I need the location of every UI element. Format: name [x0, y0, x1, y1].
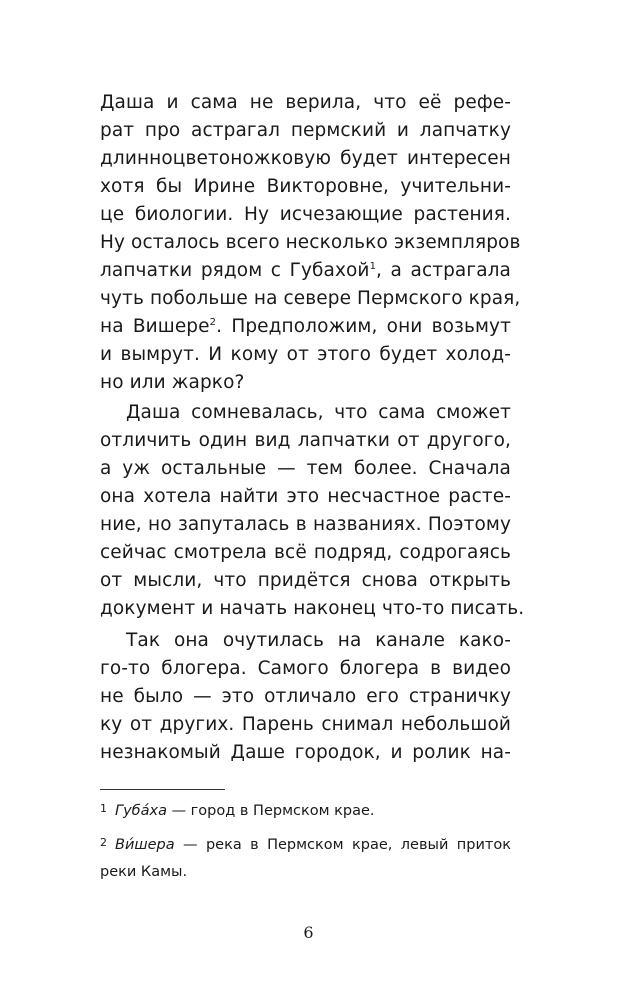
footnote	[100, 832, 511, 885]
text-line: го-то блогера. Самого блогера в видео	[100, 658, 511, 679]
footnote-line	[100, 798, 511, 825]
text-line: чуть побольше на севере Пермского края,	[100, 288, 521, 309]
text-line: хотя бы Ирине Викторовне, учительни-	[100, 176, 511, 197]
text-line: Даша сомневалась, что сама сможет	[126, 402, 511, 423]
text-line: она хотела найти это несчастное расте-	[100, 486, 511, 507]
footnote-text: — город в Пермском крае.	[166, 803, 375, 819]
footnote-divider	[100, 789, 225, 790]
text-line: сейчас смотрела всё подряд, содрогаясь	[100, 542, 511, 563]
text-line	[100, 313, 511, 341]
text-line: от мысли, что придётся снова открыть	[100, 570, 511, 591]
footnote-term: Губа́ха	[115, 803, 167, 819]
text-line: длинноцветоножковую будет интересен	[100, 148, 511, 169]
text-fragment: . Предположим, они возьмут	[216, 316, 511, 337]
page-number: 6	[303, 923, 314, 942]
text-line	[100, 257, 511, 285]
footnote-number: 1	[100, 802, 107, 815]
text-line: рат про астрагал пермский и лапчатку	[100, 120, 511, 141]
footnote-mark: 1	[369, 261, 377, 272]
text-line: Ну осталось всего несколько экземпляров	[100, 232, 521, 253]
text-line: не было — это отличало его страничку	[100, 686, 511, 707]
text-line: отличить один вид лапчатки от другого,	[100, 430, 511, 451]
footnote-text: — река в Пермском крае, левый приток	[174, 837, 511, 853]
text-line: и вымрут. И кому от этого будет холод-	[100, 344, 511, 365]
footnote-line: реки Камы.	[100, 864, 188, 880]
text-line: но или жарко?	[100, 372, 245, 393]
text-line: а уж остальные — тем более. Сначала	[100, 458, 511, 479]
text-line: Даша и сама не верила, что её рефе-	[100, 92, 511, 113]
footnote	[100, 798, 511, 825]
footnote-line	[100, 832, 511, 859]
text-line: це биологии. Ну исчезающие растения.	[100, 204, 511, 225]
text-fragment: , а астрагала	[376, 260, 511, 281]
text-line: незнакомый Даше городок, и ролик на-	[100, 742, 511, 763]
text-line: ку от других. Парень снимал небольшой	[100, 714, 511, 735]
text-line: документ и начать наконец что-то писать.	[100, 598, 525, 619]
footnote-mark: 2	[209, 317, 217, 328]
footnote-term: Ви́шера	[115, 837, 175, 853]
text-fragment: на Вишере	[100, 316, 210, 337]
text-line: Так она очутилась на канале како-	[126, 630, 511, 651]
footnote-number: 2	[100, 836, 107, 849]
text-fragment: лапчатки рядом с Губахой	[100, 260, 370, 281]
text-line: ние, но запуталась в названиях. Поэтому	[100, 514, 511, 535]
